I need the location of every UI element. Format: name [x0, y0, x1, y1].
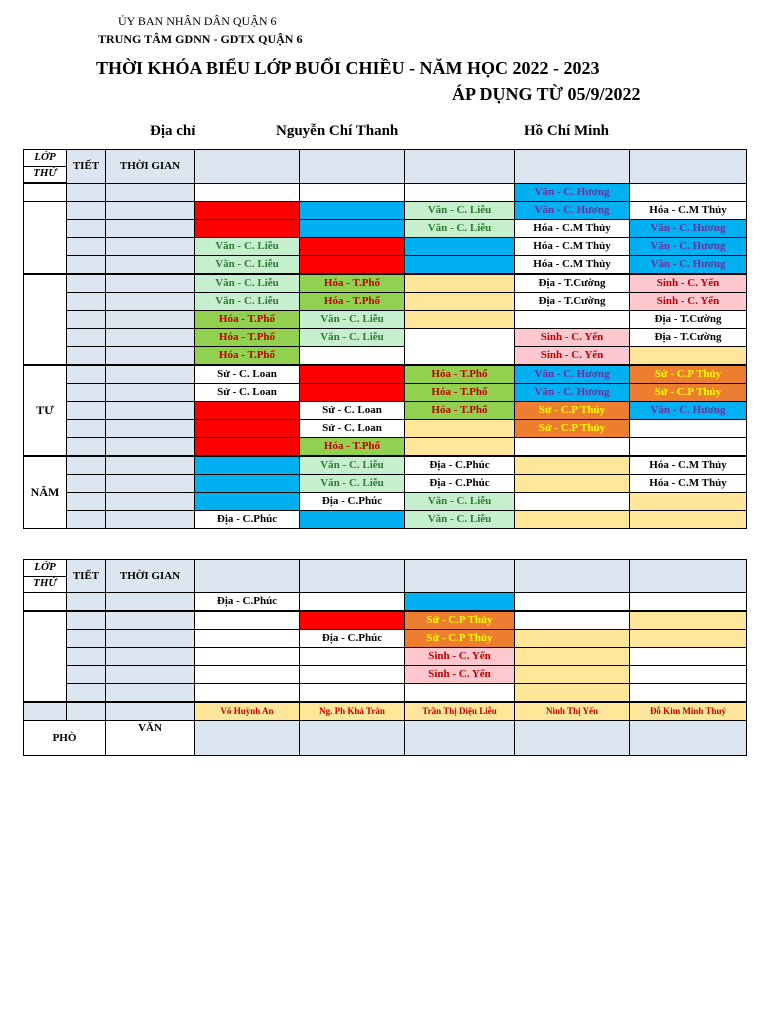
lesson-cell — [195, 475, 300, 493]
lesson-cell — [195, 202, 300, 220]
table-row — [24, 329, 747, 347]
table-row — [24, 402, 747, 420]
table-row — [24, 684, 747, 703]
tiet-cell — [67, 630, 106, 648]
page-title: THỜI KHÓA BIỂU LỚP BUỔI CHIỀU - NĂM HỌC 2022 - 2023 — [96, 58, 600, 78]
lesson-cell — [630, 630, 747, 648]
lesson-cell: Văn - C. Liễu — [300, 456, 405, 475]
lesson-cell — [195, 648, 300, 666]
lesson-cell: Văn - C. Liễu — [405, 202, 515, 220]
table-row — [24, 438, 747, 457]
table-row — [24, 493, 747, 511]
tiet-cell — [67, 456, 106, 475]
lesson-cell: Sinh - C. Yến — [630, 293, 747, 311]
blank-cell — [67, 702, 106, 721]
lesson-cell — [195, 402, 300, 420]
class-col-3 — [405, 150, 515, 184]
lesson-cell: Sử - C.P Thủy — [405, 630, 515, 648]
thu-label: THỨ — [33, 167, 57, 179]
lesson-cell — [300, 611, 405, 630]
lesson-cell: Địa - T.Cường — [630, 311, 747, 329]
lesson-cell: Hóa - T.Phổ — [195, 329, 300, 347]
lesson-cell — [515, 493, 630, 511]
lesson-cell — [300, 666, 405, 684]
tiet-cell — [67, 593, 106, 612]
table-row — [24, 630, 747, 648]
lop-label: LỚP — [24, 560, 66, 577]
time-cell — [106, 220, 195, 238]
thu-label: THỨ — [33, 577, 57, 589]
lesson-cell — [405, 238, 515, 256]
day-cell — [24, 611, 67, 702]
tiet-cell — [67, 256, 106, 275]
tiet-cell — [67, 666, 106, 684]
time-cell — [106, 293, 195, 311]
lesson-cell — [630, 438, 747, 457]
tiet-cell — [67, 202, 106, 220]
lesson-cell: Văn - C. Hương — [630, 220, 747, 238]
blank-cell — [106, 702, 195, 721]
lesson-cell — [515, 593, 630, 612]
time-cell — [106, 420, 195, 438]
table-row — [24, 511, 747, 529]
lesson-cell: Văn - C. Hương — [630, 256, 747, 275]
table-row — [24, 384, 747, 402]
lesson-cell — [195, 183, 300, 202]
lesson-cell: Sử - C. Loan — [300, 420, 405, 438]
tiet-header: TIẾT — [67, 560, 106, 593]
homeroom-teacher-3: Trần Thị Diệu Liễu — [405, 702, 515, 721]
table-row — [24, 238, 747, 256]
table-row — [24, 311, 747, 329]
lesson-cell — [195, 456, 300, 475]
lop-thu-header — [24, 150, 67, 184]
lesson-cell — [405, 329, 515, 366]
day-cell — [24, 593, 67, 612]
address-label: Địa chỉ — [150, 123, 196, 139]
class-col-2 — [300, 560, 405, 593]
class-col-1 — [195, 560, 300, 593]
tiet-cell — [67, 238, 106, 256]
footer-cell — [300, 721, 405, 756]
lesson-cell — [515, 630, 630, 648]
lesson-cell: Văn - C. Hương — [515, 365, 630, 384]
lesson-cell — [630, 493, 747, 511]
time-cell — [106, 384, 195, 402]
lop-label: LỚP — [24, 150, 66, 167]
class-col-5 — [630, 150, 747, 184]
lesson-cell: Hóa - C.M Thủy — [515, 256, 630, 275]
lesson-cell: Hóa - T.Phổ — [405, 402, 515, 420]
time-cell — [106, 684, 195, 703]
pho-label: PHÒ — [24, 721, 106, 756]
time-cell — [106, 593, 195, 612]
lesson-cell — [195, 630, 300, 648]
lesson-cell: Sinh - C. Yến — [405, 666, 515, 684]
lesson-cell: Sinh - C. Yến — [515, 347, 630, 366]
table-row — [24, 183, 747, 202]
footer-cell — [515, 721, 630, 756]
lesson-cell — [630, 420, 747, 438]
lesson-cell: Văn - C. Liễu — [405, 220, 515, 238]
lesson-cell — [630, 666, 747, 684]
lesson-cell: Hóa - T.Phổ — [300, 293, 405, 311]
lesson-cell: Hóa - C.M Thủy — [515, 220, 630, 238]
lesson-cell — [630, 611, 747, 630]
table-row — [24, 256, 747, 275]
lesson-cell — [405, 256, 515, 275]
lesson-cell — [300, 648, 405, 666]
committee-name: ỦY BAN NHÂN DÂN QUẬN 6 — [118, 14, 277, 28]
lesson-cell — [630, 648, 747, 666]
tiet-cell — [67, 402, 106, 420]
time-cell — [106, 256, 195, 275]
time-cell — [106, 493, 195, 511]
table-header-row — [24, 560, 747, 593]
time-cell — [106, 202, 195, 220]
lesson-cell — [195, 220, 300, 238]
lesson-cell — [195, 438, 300, 457]
class-col-1 — [195, 150, 300, 184]
lesson-cell: Hóa - T.Phổ — [405, 384, 515, 402]
table-row — [24, 202, 747, 220]
homeroom-teacher-5: Đỗ Kim Minh Thuỷ — [630, 702, 747, 721]
time-cell — [106, 648, 195, 666]
lesson-cell — [405, 293, 515, 311]
lesson-cell — [300, 684, 405, 703]
lesson-cell — [195, 666, 300, 684]
table-row — [24, 456, 747, 475]
footer-cell — [195, 721, 300, 756]
tiet-cell — [67, 420, 106, 438]
lesson-cell: Sinh - C. Yến — [515, 329, 630, 347]
lesson-cell — [405, 438, 515, 457]
lesson-cell: Địa - C.Phúc — [405, 456, 515, 475]
lesson-cell: Sinh - C. Yến — [630, 274, 747, 293]
lesson-cell: Văn - C. Liễu — [195, 238, 300, 256]
lesson-cell: Hóa - T.Phổ — [300, 438, 405, 457]
lesson-cell: Văn - C. Liễu — [195, 274, 300, 293]
lesson-cell — [405, 183, 515, 202]
lesson-cell — [515, 666, 630, 684]
lesson-cell: Địa - C.Phúc — [300, 630, 405, 648]
class-col-4 — [515, 560, 630, 593]
tiet-header: TIẾT — [67, 150, 106, 184]
lesson-cell — [300, 202, 405, 220]
teacher-row — [24, 702, 747, 721]
lesson-cell — [300, 347, 405, 366]
lesson-cell: Văn - C. Hương — [515, 384, 630, 402]
day-cell-2 — [24, 202, 67, 275]
table-row — [24, 666, 747, 684]
lesson-cell: Địa - C.Phúc — [195, 593, 300, 612]
day-cell-1 — [24, 183, 67, 202]
lesson-cell: Văn - C. Liễu — [300, 329, 405, 347]
lesson-cell: Văn - C. Liễu — [405, 511, 515, 529]
table-row — [24, 593, 747, 612]
lesson-cell: Hóa - T.Phổ — [405, 365, 515, 384]
lesson-cell: Hóa - C.M Thủy — [630, 456, 747, 475]
lesson-cell — [300, 384, 405, 402]
lesson-cell — [630, 593, 747, 612]
lesson-cell: Sử - C.P Thủy — [515, 402, 630, 420]
lesson-cell: Sử - C.P Thủy — [630, 384, 747, 402]
lesson-cell — [405, 420, 515, 438]
lesson-cell: Địa - T.Cường — [515, 274, 630, 293]
lesson-cell — [630, 684, 747, 703]
tiet-cell — [67, 311, 106, 329]
tiet-cell — [67, 347, 106, 366]
thoi-gian-header: THỜI GIAN — [106, 560, 195, 593]
lesson-cell — [300, 511, 405, 529]
lesson-cell — [405, 684, 515, 703]
time-cell — [106, 347, 195, 366]
tiet-cell — [67, 611, 106, 630]
lesson-cell: Sử - C. Loan — [195, 384, 300, 402]
lesson-cell — [515, 456, 630, 475]
time-cell — [106, 274, 195, 293]
time-cell — [106, 511, 195, 529]
blank-cell — [24, 702, 67, 721]
lesson-cell: Sử - C. Loan — [300, 402, 405, 420]
lesson-cell: Văn - C. Hương — [515, 202, 630, 220]
time-cell — [106, 438, 195, 457]
center-name: TRUNG TÂM GDNN - GDTX QUẬN 6 — [98, 32, 303, 46]
lesson-cell: Sử - C.P Thủy — [630, 365, 747, 384]
tiet-cell — [67, 365, 106, 384]
thoi-gian-header: THỜI GIAN — [106, 150, 195, 184]
lesson-cell — [515, 611, 630, 630]
time-cell — [106, 183, 195, 202]
tiet-cell — [67, 384, 106, 402]
lesson-cell — [195, 420, 300, 438]
tiet-cell — [67, 511, 106, 529]
lesson-cell: Hóa - T.Phổ — [300, 274, 405, 293]
lesson-cell: Địa - T.Cường — [515, 293, 630, 311]
tiet-cell — [67, 293, 106, 311]
lesson-cell — [195, 611, 300, 630]
lesson-cell — [195, 493, 300, 511]
table-row — [24, 220, 747, 238]
lesson-cell: Văn - C. Hương — [630, 402, 747, 420]
lesson-cell — [405, 593, 515, 612]
time-cell — [106, 365, 195, 384]
tiet-cell — [67, 329, 106, 347]
lesson-cell — [405, 311, 515, 329]
lesson-cell — [195, 684, 300, 703]
lesson-cell: Hóa - C.M Thủy — [515, 238, 630, 256]
tiet-cell — [67, 438, 106, 457]
table-header-row — [24, 150, 747, 184]
address-city: Hồ Chí Minh — [524, 123, 610, 139]
lesson-cell — [515, 438, 630, 457]
table-row — [24, 365, 747, 384]
lop-thu-header — [24, 560, 67, 593]
address-street: Nguyễn Chí Thanh — [276, 123, 399, 139]
van-label: VĂN — [106, 721, 195, 756]
footer-row — [24, 721, 747, 756]
tiet-cell — [67, 475, 106, 493]
lesson-cell — [515, 684, 630, 703]
lesson-cell — [515, 648, 630, 666]
table-row — [24, 293, 747, 311]
footer-cell — [405, 721, 515, 756]
lesson-cell — [515, 511, 630, 529]
lesson-cell: Hóa - T.Phổ — [195, 311, 300, 329]
time-cell — [106, 329, 195, 347]
lesson-cell — [630, 347, 747, 366]
tiet-cell — [67, 684, 106, 703]
time-cell — [106, 311, 195, 329]
class-col-4 — [515, 150, 630, 184]
lesson-cell — [300, 593, 405, 612]
day-cell-tu: TƯ — [24, 365, 67, 456]
lesson-cell — [630, 183, 747, 202]
homeroom-teacher-4: Ninh Thị Yến — [515, 702, 630, 721]
applies-date: ÁP DỤNG TỪ 05/9/2022 — [452, 84, 641, 104]
lesson-cell — [300, 256, 405, 275]
tiet-cell — [67, 183, 106, 202]
time-cell — [106, 238, 195, 256]
lesson-cell: Văn - C. Liễu — [195, 256, 300, 275]
time-cell — [106, 475, 195, 493]
timetable-secondary — [23, 559, 747, 756]
table-row — [24, 274, 747, 293]
time-cell — [106, 630, 195, 648]
lesson-cell — [300, 183, 405, 202]
time-cell — [106, 456, 195, 475]
lesson-cell: Văn - C. Liễu — [405, 493, 515, 511]
class-col-3 — [405, 560, 515, 593]
table-row — [24, 420, 747, 438]
day-cell-nam: NĂM — [24, 456, 67, 529]
lesson-cell: Văn - C. Hương — [515, 183, 630, 202]
lesson-cell — [300, 220, 405, 238]
tiet-cell — [67, 493, 106, 511]
homeroom-teacher-1: Võ Huỳnh An — [195, 702, 300, 721]
table-row — [24, 475, 747, 493]
lesson-cell: Sử - C.P Thủy — [405, 611, 515, 630]
table-row — [24, 611, 747, 630]
lesson-cell — [405, 274, 515, 293]
tiet-cell — [67, 274, 106, 293]
time-cell — [106, 402, 195, 420]
lesson-cell — [300, 365, 405, 384]
lesson-cell: Sử - C. Loan — [195, 365, 300, 384]
lesson-cell: Văn - C. Liễu — [300, 475, 405, 493]
class-col-2 — [300, 150, 405, 184]
lesson-cell: Sử - C.P Thủy — [515, 420, 630, 438]
lesson-cell: Hóa - T.Phổ — [195, 347, 300, 366]
table-row — [24, 347, 747, 366]
homeroom-teacher-2: Ng. Ph Khả Trân — [300, 702, 405, 721]
lesson-cell: Văn - C. Liễu — [195, 293, 300, 311]
table-row — [24, 648, 747, 666]
lesson-cell: Sinh - C. Yến — [405, 648, 515, 666]
day-cell-3 — [24, 274, 67, 365]
lesson-cell: Địa - C.Phúc — [300, 493, 405, 511]
lesson-cell: Văn - C. Hương — [630, 238, 747, 256]
class-col-5 — [630, 560, 747, 593]
tiet-cell — [67, 648, 106, 666]
lesson-cell: Địa - T.Cường — [630, 329, 747, 347]
timetable-main — [23, 149, 747, 529]
lesson-cell: Địa - C.Phúc — [405, 475, 515, 493]
lesson-cell — [515, 475, 630, 493]
lesson-cell — [515, 311, 630, 329]
time-cell — [106, 666, 195, 684]
tiet-cell — [67, 220, 106, 238]
lesson-cell: Địa - C.Phúc — [195, 511, 300, 529]
time-cell — [106, 611, 195, 630]
footer-cell — [630, 721, 747, 756]
lesson-cell: Hóa - C.M Thủy — [630, 202, 747, 220]
lesson-cell — [300, 238, 405, 256]
lesson-cell: Văn - C. Liễu — [300, 311, 405, 329]
lesson-cell — [630, 511, 747, 529]
lesson-cell: Hóa - C.M Thủy — [630, 475, 747, 493]
